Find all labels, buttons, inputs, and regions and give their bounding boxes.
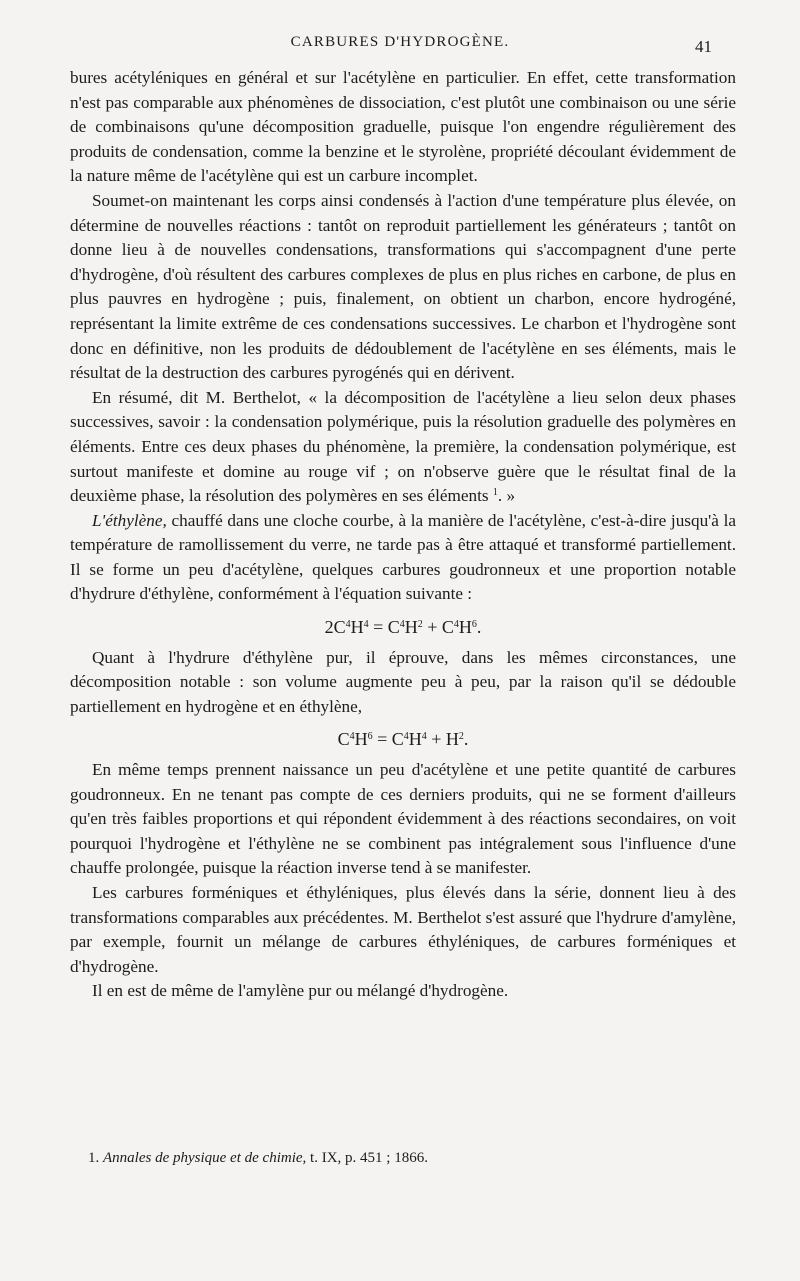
paragraph-4 bbox=[70, 509, 736, 607]
footnote-source: Annales de physique et de chimie, bbox=[103, 1150, 307, 1166]
paragraph-4-text: chauffé dans une cloche courbe, à la manière de l'acétylène, c'est-à-dire jusqu'à la température de ramollissement du verre, ne tarde pas à être attaqué et transformé partiellement. Il se forme un peu d'acétylène, quelques carbures goudronneux et une proportion notable d'hydrure d'éthylène, conformément à l'équation suivante : bbox=[70, 510, 736, 604]
footnote-number: 1. bbox=[88, 1150, 100, 1166]
ethylene-term: L'éthylène, bbox=[92, 510, 167, 530]
paragraph-6: En même temps prennent naissance un peu d'acétylène et une petite quantité de carbures goudronneux. En ne tenant pas compte de ces derniers produits, qui ne se forment d'ailleurs qu'en très faibles proportions et qui répondent évidemment à des réactions secondaires, on voit pourquoi l'hydrogène et l'éthylène ne se combinent pas intégralement sous l'influence d'une chauffe prolongée, puisque la réaction inverse tend à se manifester. bbox=[70, 760, 736, 878]
paragraph-3 bbox=[70, 386, 736, 509]
equation-1: $2C^4H^4 = C^4H^2 + C^4H^6$. bbox=[324, 617, 482, 638]
footnote-reference: 1 bbox=[492, 487, 498, 499]
page-header bbox=[0, 34, 800, 60]
paragraph-3-text: En résumé, dit M. Berthelot, « la décomposition de l'acétylène a lieu selon deux phases successives, savoir : la condensation polymérique, puis la résolution graduelle des polymères en éléments. Entre ces deux phases du phénomène, la première, la condensation polymérique, est surtout manifeste et domine au rouge vif ; on n'observe guère que le résultat final de la deuxième phase, la résolution des polymères en ses éléments bbox=[70, 387, 736, 506]
equation-2: $C^4H^6 = C^4H^4 + H^2$. bbox=[337, 729, 469, 750]
quote-closing: . » bbox=[497, 486, 516, 506]
footnote bbox=[88, 1150, 736, 1167]
paragraph-7: Les carbures forméniques et éthyléniques, plus élevés dans la série, donnent lieu à des transformations comparables aux précédentes. M. Berthelot s'est assuré que l'hydrure d'amylène, par exemple, fournit un mélange de carbures éthyléniques, de carbures forméniques et d'hydrogène. bbox=[70, 883, 736, 976]
paragraph-1: bures acétyléniques en général et sur l'acétylène en particulier. En effet, cette transformation n'est pas comparable aux phénomènes de dissociation, c'est plutôt une combinaison ou une série de combinaisons qu'une décomposition graduelle, puisque l'on engendre régulièrement des produits de condensation, comme la benzine et le styrolène, propriété découlant évidemment de la nature même de l'acétylène qui est un carbure incomplet. bbox=[70, 68, 736, 186]
running-title: CARBURES D'HYDROGÈNE. bbox=[290, 34, 510, 50]
footnote-citation: t. IX, p. 451 ; 1866. bbox=[306, 1150, 428, 1166]
page-number: 41 bbox=[695, 37, 712, 56]
page-body bbox=[70, 66, 736, 1004]
paragraph-8: Il en est de même de l'amylène pur ou mélangé d'hydrogène. bbox=[92, 981, 509, 1001]
paragraph-2: Soumet-on maintenant les corps ainsi condensés à l'action d'une température plus élevée, on détermine de nouvelles réactions : tantôt on reproduit partiellement les générateurs ; tantôt on donne lieu à de nouvelles condensations, transformations qui s'accompagnent d'une perte d'hydrogène, d'où résultent des carbures complexes de plus en plus riches en carbone, de plus en plus pauvres en hydrogène ; puis, finalement, on obtient un charbon, encore hydrogéné, représentant la limite extrême de ces condensations successives. Le charbon et l'hydrogène sont donc en définitive, non les produits de dédoublement de l'acétylène en ses éléments, mais le résultat de la destruction des carbures pyrogénés qui en dérivent. bbox=[70, 190, 736, 383]
paragraph-5: Quant à l'hydrure d'éthylène pur, il éprouve, dans les mêmes circonstances, une décomposition notable : son volume augmente peu à peu, par la raison qu'il se dédouble partiellement en hydrogène et en éthylène, bbox=[70, 647, 736, 716]
